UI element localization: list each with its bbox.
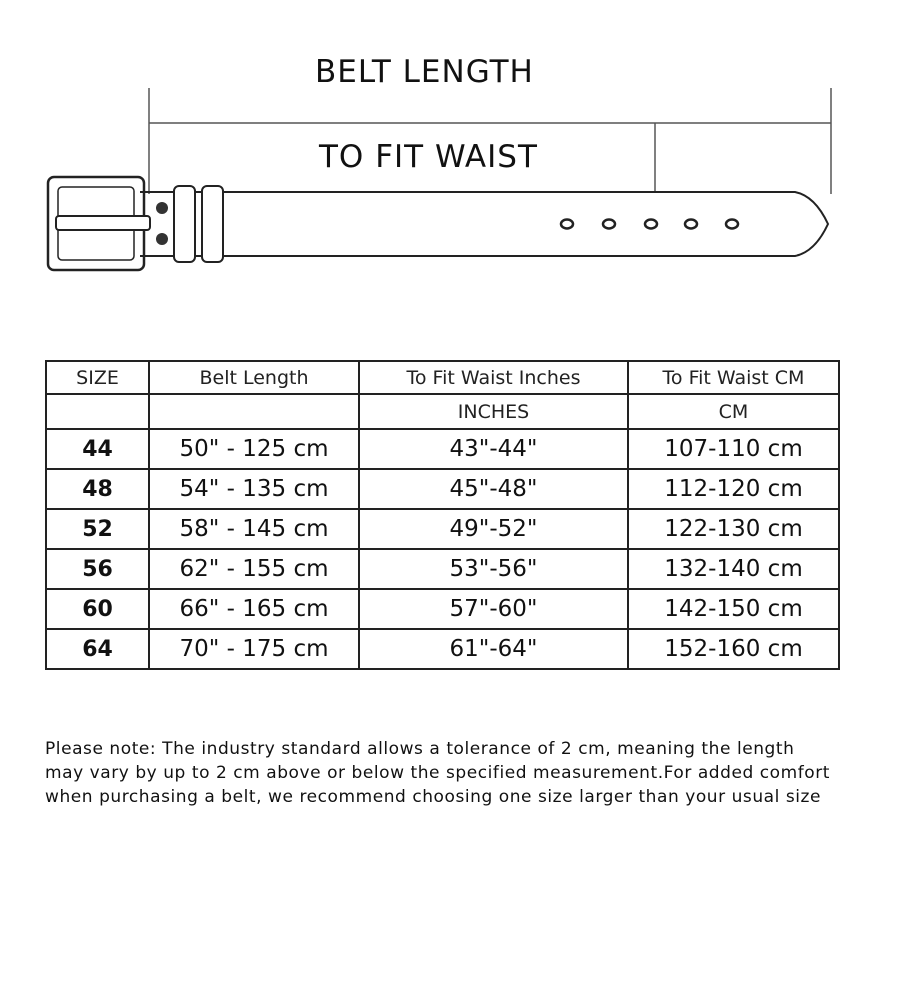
tolerance-note xyxy=(45,737,885,809)
waist-cm-cell: 107-110 cm xyxy=(628,429,839,469)
table-row xyxy=(46,549,839,589)
fit-waist-label: TO FIT WAIST xyxy=(319,139,538,175)
header-size: SIZE xyxy=(46,361,149,394)
table-row xyxy=(46,589,839,629)
waist-inches-cell: 49"-52" xyxy=(359,509,628,549)
note-line: may vary by up to 2 cm above or below the specified measurement.For added comfort xyxy=(45,763,830,783)
size-cell: 48 xyxy=(46,469,149,509)
belt-length-cell: 62" - 155 cm xyxy=(149,549,359,589)
unit-cell: CM xyxy=(628,394,839,429)
header-belt-length: Belt Length xyxy=(149,361,359,394)
table-row xyxy=(46,629,839,669)
table-unit-row xyxy=(46,394,839,429)
rivet-top xyxy=(156,202,168,214)
waist-cm-cell: 112-120 cm xyxy=(628,469,839,509)
belt-length-cell: 50" - 125 cm xyxy=(149,429,359,469)
note-line: Please note: The industry standard allows a tolerance of 2 cm, meaning the length xyxy=(45,739,795,759)
note-line: when purchasing a belt, we recommend choosing one size larger than your usual size xyxy=(45,787,822,807)
header-waist-inches: To Fit Waist Inches xyxy=(359,361,628,394)
belt-hole xyxy=(645,220,657,229)
table-header-row xyxy=(46,361,839,394)
belt-length-cell: 70" - 175 cm xyxy=(149,629,359,669)
table-row xyxy=(46,429,839,469)
unit-cell: INCHES xyxy=(359,394,628,429)
waist-inches-cell: 45"-48" xyxy=(359,469,628,509)
header-waist-cm: To Fit Waist CM xyxy=(628,361,839,394)
waist-inches-cell: 61"-64" xyxy=(359,629,628,669)
size-cell: 56 xyxy=(46,549,149,589)
belt-hole xyxy=(603,220,615,229)
waist-inches-cell: 57"-60" xyxy=(359,589,628,629)
belt-length-cell: 66" - 165 cm xyxy=(149,589,359,629)
waist-inches-cell: 43"-44" xyxy=(359,429,628,469)
belt-hole xyxy=(726,220,738,229)
unit-cell xyxy=(46,394,149,429)
size-cell: 44 xyxy=(46,429,149,469)
size-chart-table xyxy=(45,360,840,670)
size-cell: 64 xyxy=(46,629,149,669)
belt-length-cell: 54" - 135 cm xyxy=(149,469,359,509)
belt-loop-2 xyxy=(202,186,223,262)
buckle-prong xyxy=(56,216,150,230)
rivet-bottom xyxy=(156,233,168,245)
table-row xyxy=(46,469,839,509)
belt-hole xyxy=(685,220,697,229)
belt-length-cell: 58" - 145 cm xyxy=(149,509,359,549)
waist-cm-cell: 122-130 cm xyxy=(628,509,839,549)
size-cell: 60 xyxy=(46,589,149,629)
waist-inches-cell: 53"-56" xyxy=(359,549,628,589)
unit-cell xyxy=(149,394,359,429)
belt-hole xyxy=(561,220,573,229)
belt-loop-1 xyxy=(174,186,195,262)
belt-length-label: BELT LENGTH xyxy=(315,54,534,90)
size-cell: 52 xyxy=(46,509,149,549)
waist-cm-cell: 152-160 cm xyxy=(628,629,839,669)
belt-diagram xyxy=(0,0,900,300)
waist-cm-cell: 132-140 cm xyxy=(628,549,839,589)
waist-cm-cell: 142-150 cm xyxy=(628,589,839,629)
table-row xyxy=(46,509,839,549)
